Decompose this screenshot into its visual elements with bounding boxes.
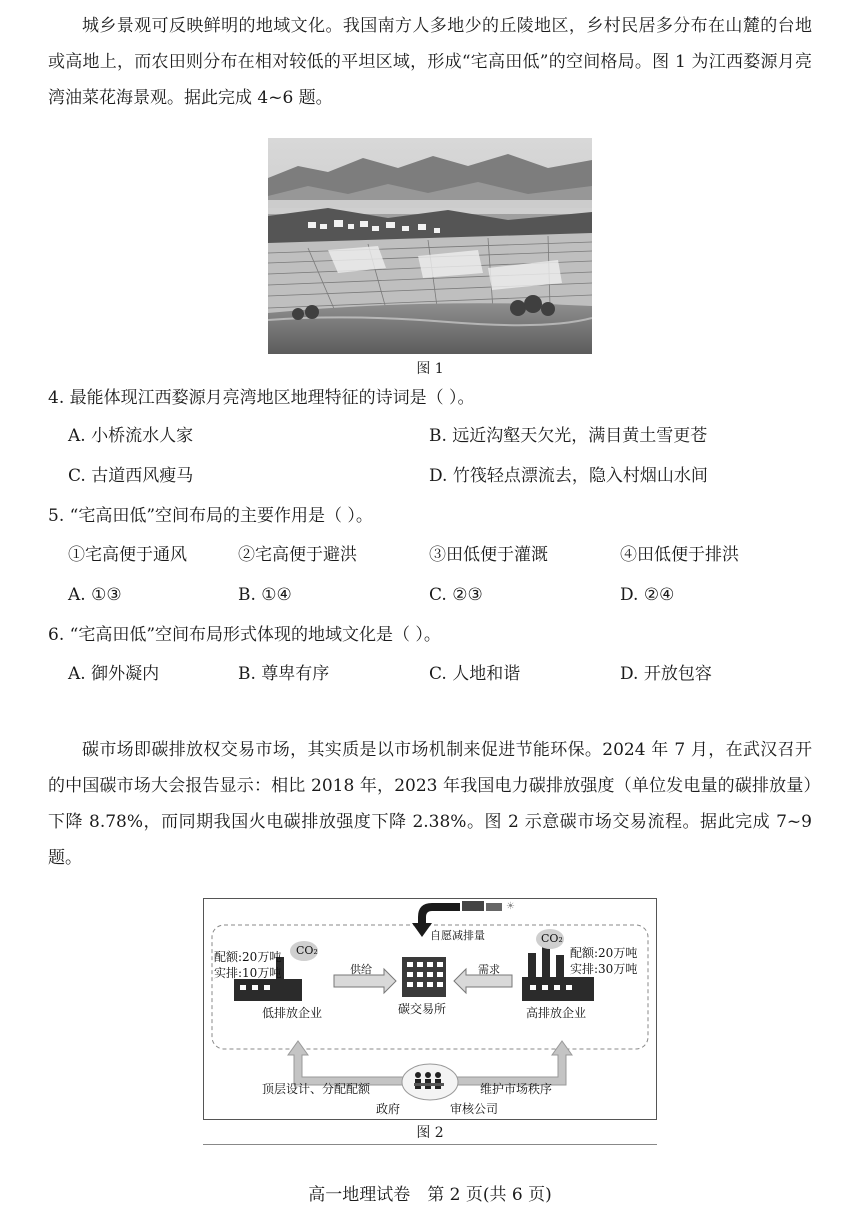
voluntary-reduction-label: 自愿减排量: [430, 929, 485, 942]
q5-statement-4: ④田低便于排洪: [620, 545, 739, 565]
supply-label: 供给: [350, 963, 372, 976]
figure-1-caption: 图 1: [416, 361, 444, 377]
solar-panel-icon: [462, 901, 502, 911]
question-4-stem: 4. 最能体现江西婺源月亮湾地区地理特征的诗词是（ ）。: [48, 388, 475, 408]
left-co2-label: CO₂: [296, 944, 318, 957]
q5-option-b: B. ①④: [238, 585, 292, 605]
q6-option-d: D. 开放包容: [620, 664, 712, 684]
left-quota: 配额:20万吨: [214, 950, 282, 964]
q6-option-a: A. 御外凝内: [68, 664, 160, 684]
question-6-stem: 6. “宅高田低”空间布局形式体现的地域文化是（ ）。: [48, 625, 441, 645]
q4-option-b: B. 远近沟壑天欠光，满目黄土雪更苍: [429, 426, 708, 446]
top-design-label: 顶层设计、分配配额: [262, 1082, 371, 1096]
high-emission-enterprise-label: 高排放企业: [526, 1006, 587, 1020]
q6-option-b: B. 尊卑有序: [238, 664, 330, 684]
q5-option-a: A. ①③: [68, 585, 122, 605]
government-label: 政府: [376, 1102, 401, 1116]
moon-bay-landscape-photo: [268, 138, 592, 354]
low-emission-enterprise-label: 低排放企业: [262, 1006, 323, 1020]
exchange-building-icon: [402, 957, 446, 997]
page-footer: 高一地理试卷 第 2 页(共 6 页): [308, 1185, 552, 1205]
q4-option-d: D. 竹筏轻点漂流去，隐入村烟山水间: [429, 466, 708, 486]
figure-1-photo: [268, 138, 592, 354]
figure-2-diagram: [203, 898, 657, 1120]
left-actual: 实排:10万吨: [214, 966, 282, 980]
right-actual: 实排:30万吨: [570, 962, 638, 976]
q5-statement-1: ①宅高便于通风: [68, 545, 187, 565]
maintain-order-label: 维护市场秩序: [480, 1082, 553, 1096]
figure-2-caption: 图 2: [203, 1122, 657, 1145]
q4-option-a: A. 小桥流水人家: [68, 426, 194, 446]
question-5-stem: 5. “宅高田低”空间布局的主要作用是（ ）。: [48, 506, 373, 526]
q5-option-d: D. ②④: [620, 585, 675, 605]
sun-icon: ☀: [506, 901, 515, 912]
carbon-exchange-label: 碳交易所: [398, 1002, 447, 1016]
q6-option-c: C. 人地和谐: [429, 664, 521, 684]
passage-1: 城乡景观可反映鲜明的地域文化。我国南方人多地少的丘陵地区，乡村民居多分布在山麓的台地或高地上，而农田则分布在相对较低的平坦区域，形成“宅高田低”的空间格局。图 1 为江西婺源月亮湾油菜花海景观。据此完成 4~6 题。: [48, 16, 812, 108]
q5-option-c: C. ②③: [429, 585, 483, 605]
q5-statement-3: ③田低便于灌溉: [429, 545, 548, 565]
right-co2-label: CO₂: [541, 932, 563, 945]
audit-company-label: 审核公司: [450, 1102, 499, 1116]
carbon-market-flow-diagram: [204, 899, 656, 1119]
right-quota: 配额:20万吨: [570, 946, 638, 960]
q4-option-c: C. 古道西风瘦马: [68, 466, 194, 486]
government-audit-people-icon: [402, 1064, 458, 1100]
q5-statement-2: ②宅高便于避洪: [238, 545, 357, 565]
passage-2: 碳市场即碳排放权交易市场，其实质是以市场机制来促进节能环保。2024 年 7 月，在武汉召开的中国碳市场大会报告显示：相比 2018 年，2023 年我国电力碳排放强度（单位发电量的碳排放量）下降 8.78%，而同期我国火电碳排放强度下降 2.38%。图 2 示意碳市场交易流程。据此完成 7~9 题。: [48, 740, 812, 868]
demand-label: 需求: [478, 963, 500, 976]
